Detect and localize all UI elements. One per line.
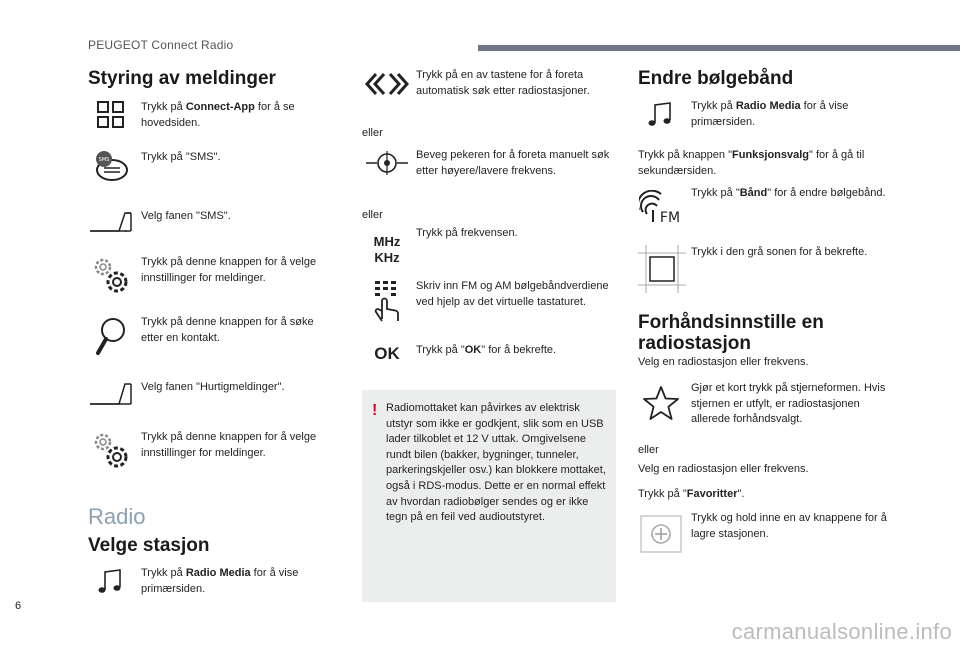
or-text: eller [362,127,383,139]
step-text: Trykk på "OK" for å bekrefte. [416,344,557,356]
step-text: Skriv inn FM og AM bølgebåndverdiene ved hjelp av det virtuelle tastaturet. [416,280,609,308]
step-text: Trykk i den grå sonen for å bekrefte. [691,246,868,258]
preset-text-1: Velg en radiostasjon eller frekvens. [638,356,809,368]
warning-text: Radiomottaket kan påvirkes av elektrisk utstyr som ikke er godkjent, slik som en USB lader tilkoblet et 12 V uttak. Omgivelsene rundt bilen (bakker, bygninger, tunneler, parkeringskjeller osv.) kan blokkere mottaket, også i RDS-modus. Dette er en normal effekt av hvordan radiobølger sendes og er ikke tegn på en feil ved audioutstyret. [386,402,606,524]
or-text: eller [362,209,383,221]
settings-icon [88,430,134,466]
ok-icon: OK [374,344,400,363]
sms-icon [88,150,134,186]
svg-text:SMS: SMS [98,157,110,163]
favorites-text: Trykk på "Favoritter". [638,488,745,500]
step-text: Trykk på Radio Media for å vise primærsiden. [141,567,299,595]
settings-icon [88,255,134,291]
header-bar [478,45,960,51]
keypad-icon [362,279,412,315]
heading-select-station: Velge stasjon [88,535,210,556]
step-text: Trykk på frekvensen. [416,227,518,239]
mhz-khz-icon: MHz KHz [373,234,401,265]
band-function-text: Trykk på knappen "Funksjonsvalg" for å gå til sekundærsiden. [638,149,865,177]
frequency-slider-icon [362,148,412,184]
section-radio: Radio [88,504,146,529]
step-text: Trykk på denne knappen for å velge innstillinger for meldinger. [141,256,317,284]
tab-icon [88,380,134,416]
watermark: carmanualsonline.info [731,619,952,644]
step-text: Trykk på denne knappen for å søke etter en kontakt. [141,316,314,344]
preset-text-2: Velg en radiostasjon eller frekvens. [638,463,809,475]
header-title: PEUGEOT Connect Radio [88,38,234,52]
step-text: Trykk på "Bånd" for å endre bølgebånd. [691,187,886,199]
step-text: Trykk på "SMS". [141,151,221,163]
add-preset-icon [638,511,684,557]
step-text: Beveg pekeren for å foreta manuelt søk etter høyere/lavere frekvens. [416,149,610,177]
step-text: Trykk på denne knappen for å velge innstillinger for meldinger. [141,431,317,459]
heading-preset: Forhåndsinnstille en radiostasjon [638,312,824,354]
svg-text:FM: FM [659,210,681,226]
search-icon [88,315,134,351]
fm-band-icon [638,190,684,226]
tab-icon [88,209,134,245]
music-note-icon [88,566,134,602]
step-text: Trykk på en av tastene for å foreta automatisk søk etter radiostasjoner. [416,69,590,97]
heading-messages: Styring av meldinger [88,68,276,89]
step-text: Trykk og hold inne en av knappene for å lagre stasjonen. [691,512,887,540]
grey-zone-icon [638,245,686,293]
warning-icon: ! [372,402,378,419]
step-text: Trykk på Radio Media for å vise primærsiden. [691,100,849,128]
step-text: Trykk på Connect-App for å se hovedsiden. [141,101,295,129]
seek-arrows-icon [362,68,412,104]
warning-note [362,390,616,602]
music-note-icon [638,99,684,135]
step-text: Gjør et kort trykk på stjerneformen. Hvis stjernen er utfylt, er radiostasjonen allerede forhåndsvalgt. [691,382,886,425]
apps-grid-icon [88,100,134,136]
or-text: eller [638,444,659,456]
step-text: Velg fanen "Hurtigmeldinger". [141,381,285,393]
star-icon [638,385,684,421]
step-text: Velg fanen "SMS". [141,210,231,222]
page-number: 6 [15,600,22,612]
heading-change-band: Endre bølgebånd [638,68,794,89]
